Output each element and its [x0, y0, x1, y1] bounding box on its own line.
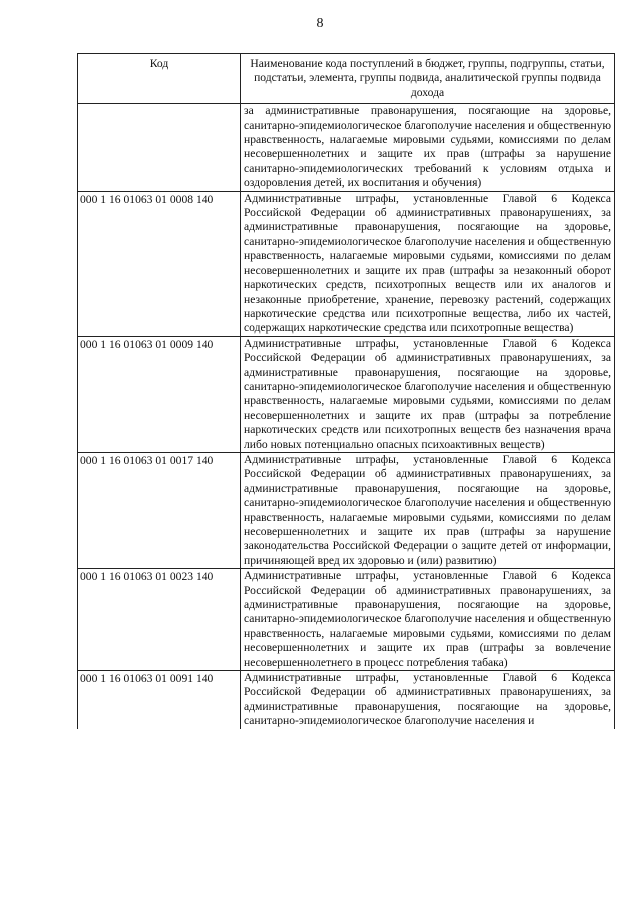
- row-code: 000 1 16 01063 01 0017 140: [78, 452, 241, 568]
- header-code: Код: [78, 54, 241, 104]
- table-row: [78, 336, 615, 452]
- table-row: [78, 569, 615, 671]
- row-description: Административные штрафы, установленные Главой 6 Кодекса Российской Федерации об административных правонарушениях, за административные правонарушения, посягающие на здоровье, санитарно-эпидемиологическое благополучие населения и общественную нравственность, налагаемые мировыми судьями, комиссиями по делам несовершеннолетних и защите их прав (штрафы за вовлечение несовершеннолетнего в процесс потребления табака): [241, 569, 615, 671]
- table-row: [78, 104, 615, 191]
- row-code: 000 1 16 01063 01 0023 140: [78, 569, 241, 671]
- table-header-row: [78, 54, 615, 104]
- row-code: 000 1 16 01063 01 0009 140: [78, 336, 241, 452]
- table-row: [78, 191, 615, 336]
- row-description: Административные штрафы, установленные Главой 6 Кодекса Российской Федерации об административных правонарушениях, за административные правонарушения, посягающие на здоровье, санитарно-эпидемиологическое благополучие населения и: [241, 671, 615, 729]
- table-row: [78, 671, 615, 729]
- page-number: 8: [316, 16, 324, 31]
- row-description: Административные штрафы, установленные Главой 6 Кодекса Российской Федерации об административных правонарушениях, за административные правонарушения, посягающие на здоровье, санитарно-эпидемиологическое благополучие населения и общественную нравственность, налагаемые мировыми судьями, комиссиями по делам несовершеннолетних и защите их прав (штрафы за нарушение законодательства Российской Федерации о защите детей от информации, причиняющей вред их здоровью и (или) развитию): [241, 452, 615, 568]
- row-code: [78, 104, 241, 191]
- row-description: Административные штрафы, установленные Главой 6 Кодекса Российской Федерации об административных правонарушениях, за административные правонарушения, посягающие на здоровье, санитарно-эпидемиологическое благополучие населения и общественную нравственность, налагаемые мировыми судьями, комиссиями по делам несовершеннолетних и защите их прав (штрафы за незаконный оборот наркотических средств, психотропных веществ или их аналогов и незаконные приобретение, хранение, перевозку растений, содержащих наркотические средства или психотропные вещества, либо их частей, содержащих наркотические средства или психотропные вещества): [241, 191, 615, 336]
- header-name: Наименование кода поступлений в бюджет, группы, подгруппы, статьи, подстатьи, элемента, группы подвида, аналитической группы подвида дохода: [241, 54, 615, 104]
- row-code: 000 1 16 01063 01 0008 140: [78, 191, 241, 336]
- row-description: за административные правонарушения, посягающие на здоровье, санитарно-эпидемиологическое благополучие населения и общественную нравственность, налагаемые мировыми судьями, комиссиями по делам несовершеннолетних и защите их прав (штрафы за нарушение санитарно-эпидемиологических требований к условиям отдыха и оздоровления детей, их воспитания и обучения): [241, 104, 615, 191]
- revenue-codes-table: [77, 53, 615, 729]
- table-row: [78, 452, 615, 568]
- row-description: Административные штрафы, установленные Главой 6 Кодекса Российской Федерации об административных правонарушениях, за административные правонарушения, посягающие на здоровье, санитарно-эпидемиологическое благополучие населения и общественную нравственность, налагаемые мировыми судьями, комиссиями по делам несовершеннолетних и защите их прав (штрафы за потребление наркотических средств или психотропных веществ без назначения врача либо новых потенциально опасных психоактивных веществ): [241, 336, 615, 452]
- row-code: 000 1 16 01063 01 0091 140: [78, 671, 241, 729]
